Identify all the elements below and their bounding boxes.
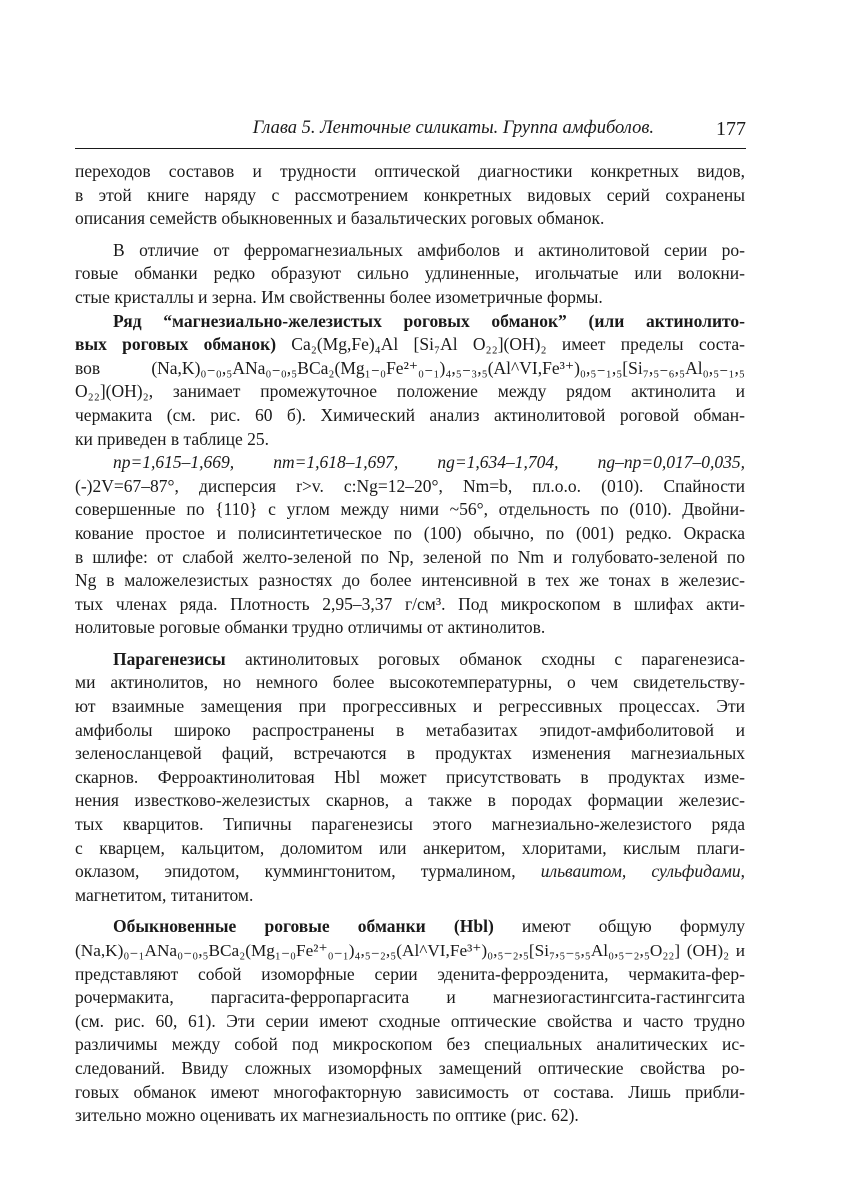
paragraph-6	[75, 915, 745, 1127]
chapter-title: Глава 5. Ленточные силикаты. Группа амфиболов.	[252, 118, 654, 138]
text-line: магнетитом, титанитом.	[75, 884, 254, 905]
text-line: переходов составов и трудности оптической диагностики конкретных видов,	[75, 161, 745, 181]
text-run: актинолитовых роговых обманок сходны с парагенезиса-	[225, 648, 745, 669]
text-line: O₂₂](OH)₂, занимает промежуточное положение между рядом актинолита и	[75, 381, 745, 402]
text-line: В отличие от ферромагнезиальных амфиболов и актинолитовой серии ро-	[113, 239, 745, 260]
running-header	[75, 118, 746, 144]
text-line: (см. рис. 60, 61). Эти серии имеют сходные оптические свойства и часто трудно	[75, 1010, 745, 1031]
paragraph-5	[75, 648, 745, 908]
paragraph-1	[75, 160, 745, 231]
text-line: говых обманок имеют многофакторную зависимость от состава. Лишь прибли-	[75, 1081, 745, 1102]
text-line: нолитовые роговые обманки трудно отличимы от актинолитов.	[75, 617, 546, 638]
text-line: в шлифе: от слабой желто-зеленой по Np, зеленой по Nm и голубовато-зеленой по	[75, 546, 745, 567]
text-run: оклазом, эпидотом, куммингтонитом, турмалином,	[75, 861, 516, 882]
text-line: описания семейств обыкновенных и базальтических роговых обманок.	[75, 208, 605, 229]
body-text	[75, 160, 745, 1128]
italic-minerals: ильваитом, сульфидами	[540, 861, 741, 882]
text-line: следований. Ввиду сложных изоморфных замещений оптические свойства ро-	[75, 1057, 745, 1078]
text-line: тых членах ряда. Плотность 2,95–3,37 г/см³. Под микроскопом в шлифах акти-	[75, 593, 745, 614]
text-line	[75, 333, 745, 357]
page-number: 177	[716, 118, 746, 140]
parageneses-heading: Парагенезисы	[113, 648, 226, 669]
hornblende-heading: Обыкновенные роговые обманки (Hbl)	[113, 916, 494, 937]
text-line: ки приведен в таблице 25.	[75, 428, 270, 449]
text-line: говые обманки редко образуют сильно удлиненные, игольчатые или волокни-	[75, 263, 745, 284]
text-line: представляют собой изоморфные серии эденита-ферроэденита, чермакита-фер-	[75, 963, 745, 984]
text-line	[75, 310, 745, 334]
series-heading-cont: вых роговых обманок)	[75, 334, 277, 355]
text-line: совершенные по {110} с углом между ними ~56°, отдельность по (010). Двойни-	[75, 499, 745, 520]
text-line: с кварцем, кальцитом, доломитом или анкеритом, хлоритами, кислым плаги-	[75, 837, 745, 858]
formula-line: (Na,K)₀₋₁ANa₀₋₀,₅BCa₂(Mg₁₋₀Fe²⁺₀₋₁)₄,₅₋₂,₅(Al^VI,Fe³⁺)₀,₅₋₂,₅[Si₇,₅₋₅,₅Al₀,₅₋₂,₅O₂₂] (OH)₂ и	[75, 941, 745, 960]
text-line: амфиболы широко распространены в метабазитах эпидот-амфиболитовой и	[75, 719, 745, 740]
paragraph-3	[75, 310, 745, 452]
formula-line: вов (Na,K)₀₋₀,₅ANa₀₋₀,₅BCa₂(Mg₁₋₀Fe²⁺₀₋₁)₄,₅₋₃,₅(Al^VI,Fe³⁺)₀,₅₋₁,₅[Si₇,₅₋₆,₅Al₀,₅₋₁,₅	[75, 357, 745, 378]
text-line: скарнов. Ферроактинолитовая Hbl может присутствовать в продуктах изме-	[75, 766, 745, 787]
text-line	[75, 915, 745, 939]
text-line	[75, 860, 745, 884]
header-rule	[75, 148, 746, 149]
text-line: различимы между собой под микроскопом без специальных аналитических ис-	[75, 1034, 745, 1055]
text-line	[75, 648, 745, 672]
text-line: (-)2V=67–87°, дисперсия r>v. c:Ng=12–20°, Nm=b, пл.о.о. (010). Спайности	[75, 475, 745, 496]
paragraph-2	[75, 239, 745, 310]
text-line: зеленосланцевой фаций, встречаются в продуктах изменения магнезиальных	[75, 743, 745, 764]
text-line: зительно можно оценивать их магнезиальность по оптике (рис. 62).	[75, 1105, 579, 1126]
text-line: ми актинолитов, но немного более высокотемпературны, о чем свидетельству-	[75, 672, 745, 693]
paragraph-4	[75, 451, 745, 640]
formula-text: Ca₂(Mg,Fe)₄Al [Si₇Al O₂₂](OH)₂ имеет пределы соста-	[276, 334, 745, 355]
text-run: ,	[740, 861, 745, 882]
text-line: ют взаимные замещения при прогрессивных и регрессивных процессах. Эти	[75, 696, 745, 717]
text-line: стые кристаллы и зерна. Им свойственны более изометричные формы.	[75, 286, 603, 307]
series-heading: Ряд “магнезиально-железистых роговых обманок” (или актинолито-	[113, 310, 745, 331]
optics-line: np=1,615–1,669, nm=1,618–1,697, ng=1,634–1,704, ng–np=0,017–0,035,	[113, 452, 745, 473]
text-line: тых кварцитов. Типичны парагенезисы этого магнезиально-железистого ряда	[75, 814, 745, 835]
text-line: нения известково-железистых скарнов, а также в породах формации железис-	[75, 790, 745, 811]
text-line: рочермакита, паргасита-ферропаргасита и магнезиогастингсита-гастингсита	[75, 987, 745, 1008]
text-line: чермакита (см. рис. 60 б). Химический анализ актинолитовой роговой обман-	[75, 404, 745, 425]
text-line: в этой книге наряду с рассмотрением конкретных видовых серий сохранены	[75, 184, 745, 205]
text-line: Ng в маложелезистых разностях до более интенсивной в тех же тонах в железис-	[75, 570, 745, 591]
text-run: имеют общую формулу	[493, 916, 745, 937]
text-line: кование простое и полисинтетическое по (100) обычно, по (001) редко. Окраска	[75, 522, 745, 543]
